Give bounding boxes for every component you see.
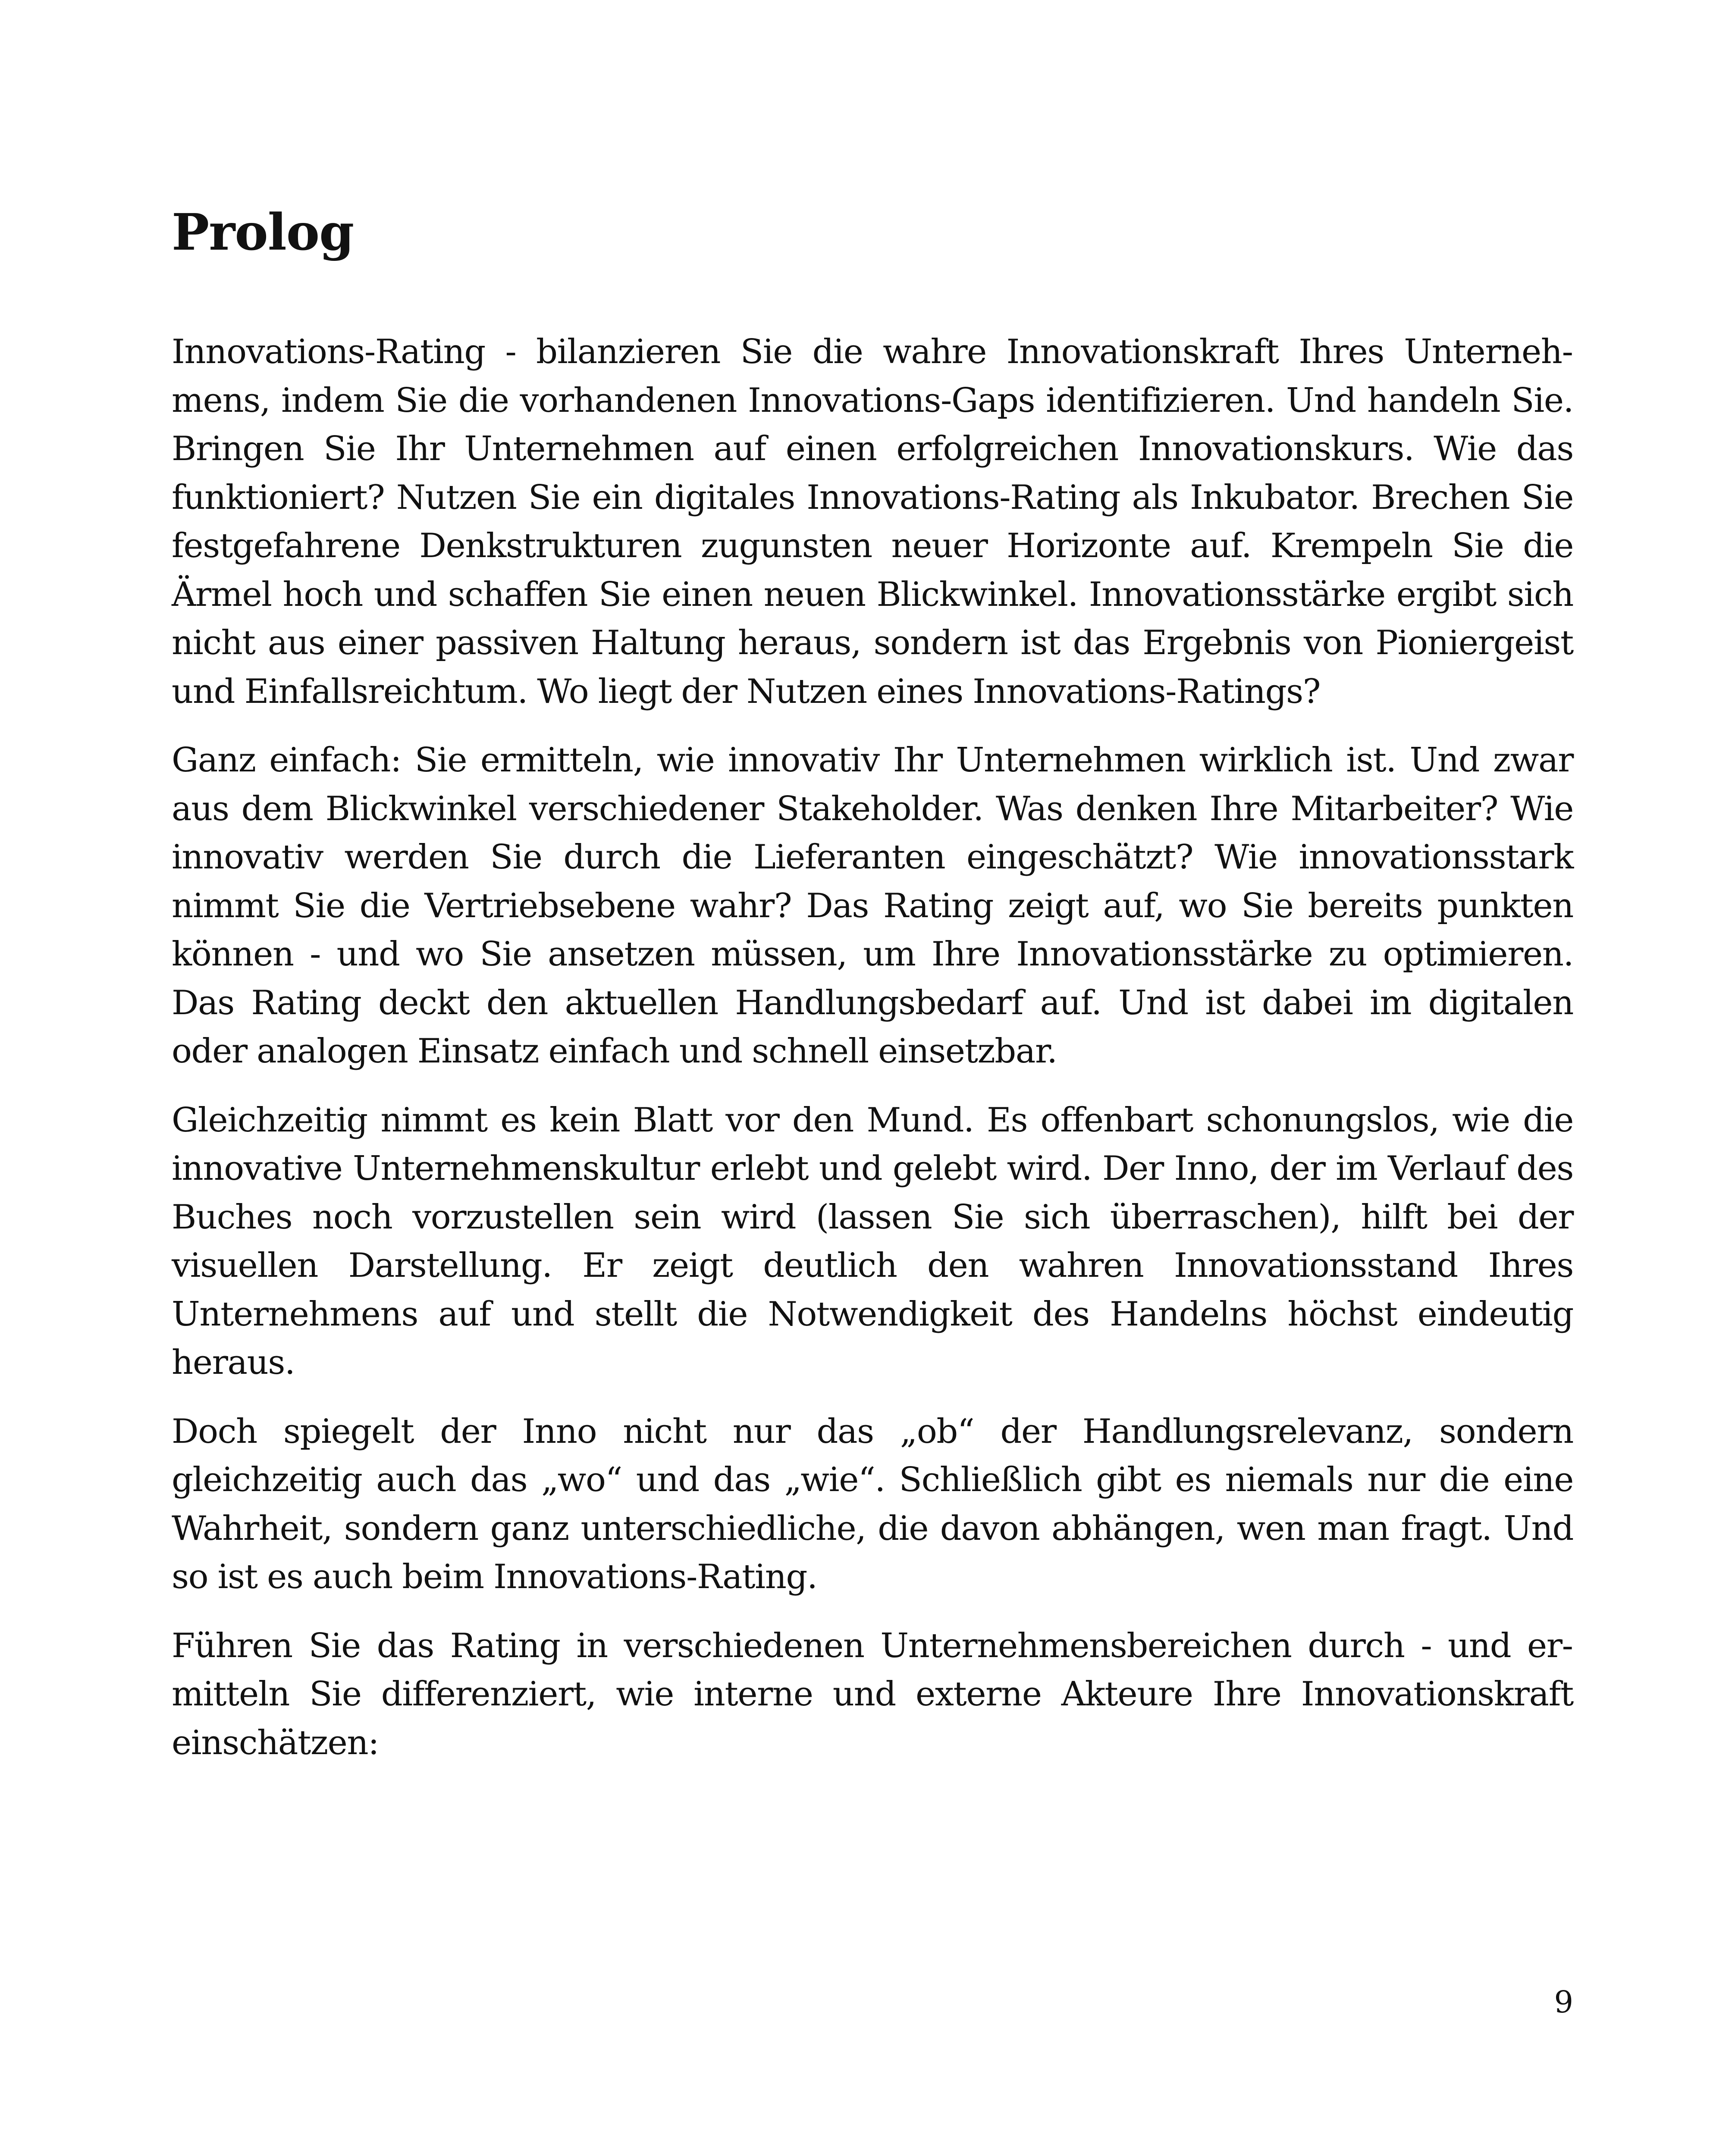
paragraph-5: Führen Sie das Rating in verschiedenen Unternehmensbereichen durch - und ermitteln Sie differenziert, wie interne und externe Akteure Ihre Innovationskraft einschätzen: [172, 1626, 1573, 1762]
paragraph-2: Ganz einfach: Sie ermitteln, wie innovativ Ihr Unternehmen wirklich ist. Und zwar aus dem Blickwinkel verschiedener Stakeholder. Was denken Ihre Mitarbeiter? Wie innovativ werden Sie durch die Lieferanten eingeschätzt? Wie innovationsstark nimmt Sie die Vertriebsebene wahr? Das Rating zeigt auf, wo Sie bereits punkten können - und wo Sie ansetzen müssen, um Ihre Innovationsstärke zu optimieren. Das Rating deckt den aktuellen Handlungsbedarf auf. Und ist dabei im digitalen oder analogen Einsatz einfach und schnell einsetzbar. [172, 741, 1573, 1071]
paragraph-1: Innovations-Rating - bilanzieren Sie die wahre Innovationskraft Ihres Unternehmens, indem Sie die vorhandenen Innovations-Gaps identifizieren. Und handeln Sie. Bringen Sie Ihr Unternehmen auf einen erfolgreichen Innovationskurs. Wie das funktioniert? Nutzen Sie ein digitales Innovations-Rating als Inkubator. Brechen Sie festgefahrene Denkstrukturen zugunsten neuer Horizonte auf. Krempeln Sie die Ärmel hoch und schaffen Sie einen neuen Blickwinkel. Innovationsstärke ergibt sich nicht aus einer passiven Haltung heraus, sondern ist das Ergebnis von Pioniergeist und Einfallsreichtum. Wo liegt der Nutzen eines Innovations-Ratings? [172, 332, 1573, 711]
paragraph-3: Gleichzeitig nimmt es kein Blatt vor den Mund. Es offenbart schonungslos, wie die innovative Unternehmenskultur erlebt und gelebt wird. Der Inno, der im Verlauf des Buches noch vorzustellen sein wird (lassen Sie sich überraschen), hilft bei der visuellen Darstellung. Er zeigt deutlich den wahren Innovationsstand Ihres Unternehmens auf und stellt die Notwendigkeit des Handelns höchst eindeutig heraus. [172, 1100, 1573, 1382]
paragraph-4: Doch spiegelt der Inno nicht nur das „ob“ der Handlungsrelevanz, sondern gleichzeitig auch das „wo“ und das „wie“. Schließlich gibt es niemals nur die eine Wahrheit, sondern ganz unterschiedliche, die davon abhängen, wen man fragt. Und so ist es auch beim Innovations-Rating. [172, 1412, 1573, 1596]
body-text [172, 328, 1573, 1787]
page-number: 9 [1554, 1984, 1573, 2020]
chapter-title: Prolog [172, 203, 354, 262]
